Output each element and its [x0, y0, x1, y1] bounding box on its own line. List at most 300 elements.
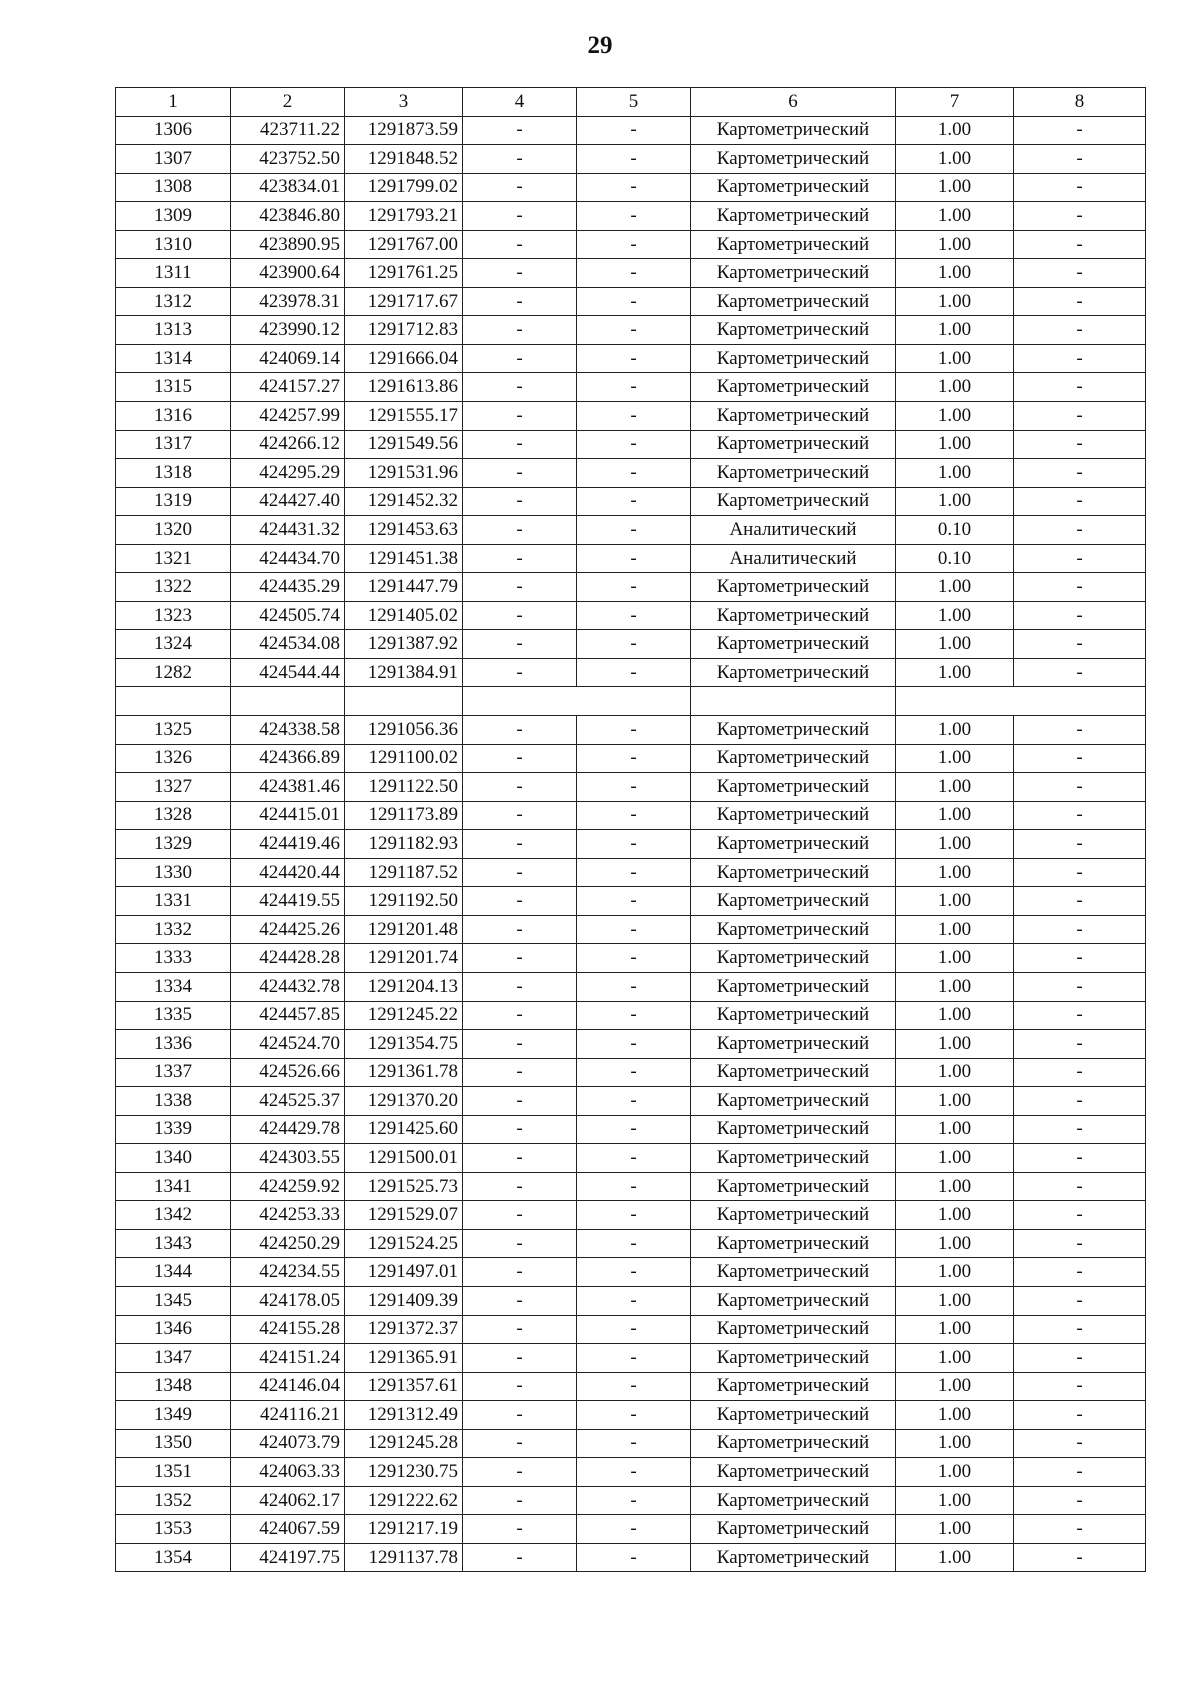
cell-col-3: 1291192.50 [345, 887, 463, 916]
cell-col-3: 1291525.73 [345, 1172, 463, 1201]
table-row [116, 972, 1146, 1001]
cell-col-4: - [463, 373, 577, 402]
header-row [116, 88, 1146, 117]
cell-col-3: 1291182.93 [345, 830, 463, 859]
cell-col-6: Картометрический [691, 1144, 896, 1173]
cell-col-6: Картометрический [691, 773, 896, 802]
cell-col-1: 1328 [116, 801, 231, 830]
cell-col-4: - [463, 259, 577, 288]
table-row [116, 1458, 1146, 1487]
cell-col-1: 1352 [116, 1486, 231, 1515]
cell-col-4: - [463, 1315, 577, 1344]
cell-col-6: Картометрический [691, 801, 896, 830]
cell-col-4: - [463, 173, 577, 202]
cell-col-8: - [1014, 287, 1146, 316]
cell-col-8: - [1014, 1144, 1146, 1173]
cell-col-6: Картометрический [691, 1458, 896, 1487]
cell-col-2: 424457.85 [231, 1001, 345, 1030]
cell-col-7: 1.00 [896, 344, 1014, 373]
cell-col-7: 1.00 [896, 658, 1014, 687]
cell-col-2: 424116.21 [231, 1401, 345, 1430]
cell-col-2: 424428.28 [231, 944, 345, 973]
cell-col-5: - [577, 1115, 691, 1144]
cell-col-2: 423834.01 [231, 173, 345, 202]
cell-col-1: 1311 [116, 259, 231, 288]
cell-col-4: - [463, 630, 577, 659]
cell-col-5: - [577, 1058, 691, 1087]
cell-col-5: - [577, 1286, 691, 1315]
cell-col-3: 1291712.83 [345, 316, 463, 345]
cell-col-1: 1342 [116, 1201, 231, 1230]
table-row [116, 573, 1146, 602]
cell-col-2: 424415.01 [231, 801, 345, 830]
table-row [116, 1429, 1146, 1458]
cell-col-5: - [577, 858, 691, 887]
cell-col-7: 1.00 [896, 145, 1014, 174]
cell-col-8: - [1014, 1087, 1146, 1116]
cell-col-1: 1332 [116, 915, 231, 944]
cell-col-1: 1327 [116, 773, 231, 802]
cell-col-3: 1291173.89 [345, 801, 463, 830]
cell-col-6: Картометрический [691, 1229, 896, 1258]
cell-col-4: - [463, 1543, 577, 1572]
cell-col-5: - [577, 316, 691, 345]
cell-col-3: 1291370.20 [345, 1087, 463, 1116]
cell-col-5: - [577, 830, 691, 859]
cell-col-6: Картометрический [691, 316, 896, 345]
cell-col-1: 1331 [116, 887, 231, 916]
table-row [116, 287, 1146, 316]
cell-col-2: 424157.27 [231, 373, 345, 402]
cell-col-6: Картометрический [691, 1201, 896, 1230]
cell-col-2: 424067.59 [231, 1515, 345, 1544]
cell-col-4: - [463, 430, 577, 459]
cell-col-6: Картометрический [691, 915, 896, 944]
table-row [116, 1172, 1146, 1201]
cell-col-2: 424178.05 [231, 1286, 345, 1315]
cell-col-1: 1314 [116, 344, 231, 373]
cell-col-6: Аналитический [691, 544, 896, 573]
cell-col-8: - [1014, 1344, 1146, 1373]
cell-col-5: - [577, 1201, 691, 1230]
cell-col-3: 1291122.50 [345, 773, 463, 802]
table-row [116, 801, 1146, 830]
cell-col-5: - [577, 373, 691, 402]
cell-col-3: 1291222.62 [345, 1486, 463, 1515]
cell-col-4: - [463, 1344, 577, 1373]
cell-col-8: - [1014, 316, 1146, 345]
cell-col-7: 1.00 [896, 430, 1014, 459]
cell-col-7: 1.00 [896, 1315, 1014, 1344]
cell-col-3: 1291230.75 [345, 1458, 463, 1487]
cell-col-2: 424427.40 [231, 487, 345, 516]
cell-col-5: - [577, 630, 691, 659]
cell-col-3: 1291100.02 [345, 744, 463, 773]
cell-col-2: 424155.28 [231, 1315, 345, 1344]
cell-col-5: - [577, 202, 691, 231]
cell-col-4: - [463, 1058, 577, 1087]
cell-col-3: 1291405.02 [345, 601, 463, 630]
cell-col-1: 1318 [116, 459, 231, 488]
cell-col-3: 1291204.13 [345, 972, 463, 1001]
table-row [116, 1515, 1146, 1544]
cell-col-4: - [463, 1429, 577, 1458]
cell-col-5: - [577, 1486, 691, 1515]
cell-col-8: - [1014, 830, 1146, 859]
cell-col-2: 424431.32 [231, 516, 345, 545]
cell-col-4: - [463, 544, 577, 573]
cell-col-7: 1.00 [896, 230, 1014, 259]
cell-col-2: 423990.12 [231, 316, 345, 345]
cell-col-8: - [1014, 1172, 1146, 1201]
cell-col-2: 424420.44 [231, 858, 345, 887]
cell-col-5: - [577, 230, 691, 259]
cell-col-4: - [463, 1401, 577, 1430]
cell-col-1: 1323 [116, 601, 231, 630]
cell-col-6: Картометрический [691, 1115, 896, 1144]
table-row [116, 487, 1146, 516]
cell-col-5: - [577, 1344, 691, 1373]
cell-col-5: - [577, 887, 691, 916]
cell-col-4: - [463, 116, 577, 145]
cell-col-1: 1320 [116, 516, 231, 545]
cell-col-5: - [577, 402, 691, 431]
table-row [116, 630, 1146, 659]
table-row [116, 1344, 1146, 1373]
header-cell-1: 1 [116, 88, 231, 117]
cell-col-4: - [463, 858, 577, 887]
cell-col-2: 423978.31 [231, 287, 345, 316]
cell-col-8: - [1014, 516, 1146, 545]
cell-col-5: - [577, 972, 691, 1001]
cell-col-3: 1291447.79 [345, 573, 463, 602]
table-row [116, 1087, 1146, 1116]
cell-col-3: 1291799.02 [345, 173, 463, 202]
cell-col-8: - [1014, 1486, 1146, 1515]
cell-col-8: - [1014, 1115, 1146, 1144]
coordinates-table [115, 87, 1146, 1572]
cell-col-7: 1.00 [896, 487, 1014, 516]
cell-col-3: 1291357.61 [345, 1372, 463, 1401]
cell-col-7: 1.00 [896, 1401, 1014, 1430]
cell-col-8: - [1014, 402, 1146, 431]
cell-col-2: 424534.08 [231, 630, 345, 659]
cell-col-6: Картометрический [691, 230, 896, 259]
cell-col-5: - [577, 658, 691, 687]
cell-col-7: 1.00 [896, 1030, 1014, 1059]
cell-col-8: - [1014, 1543, 1146, 1572]
cell-col-1: 1321 [116, 544, 231, 573]
cell-col-5: - [577, 716, 691, 745]
cell-col-7: 1.00 [896, 459, 1014, 488]
cell-col-6: Картометрический [691, 573, 896, 602]
cell-col-8: - [1014, 801, 1146, 830]
cell-col-8: - [1014, 430, 1146, 459]
cell-col-2: 424419.55 [231, 887, 345, 916]
cell-col-4: - [463, 1515, 577, 1544]
cell-col-4: - [463, 915, 577, 944]
cell-col-8: - [1014, 744, 1146, 773]
cell-col-6: Картометрический [691, 858, 896, 887]
cell-col-6: Картометрический [691, 716, 896, 745]
cell-col-6: Картометрический [691, 1172, 896, 1201]
cell-col-1: 1326 [116, 744, 231, 773]
cell-col-7: 1.00 [896, 1286, 1014, 1315]
cell-col-7: 1.00 [896, 972, 1014, 1001]
cell-col-1: 1324 [116, 630, 231, 659]
cell-col-4: - [463, 1458, 577, 1487]
cell-col-4: - [463, 744, 577, 773]
cell-col-7: 1.00 [896, 1429, 1014, 1458]
cell-col-5: - [577, 944, 691, 973]
cell-col-2: 424381.46 [231, 773, 345, 802]
cell-col-3: 1291555.17 [345, 402, 463, 431]
cell-col-3: 1291767.00 [345, 230, 463, 259]
cell-col-7: 1.00 [896, 830, 1014, 859]
cell-col-4: - [463, 1229, 577, 1258]
cell-col-1: 1282 [116, 658, 231, 687]
table-row [116, 601, 1146, 630]
cell-col-8: - [1014, 116, 1146, 145]
cell-col-4: - [463, 1001, 577, 1030]
cell-col-8: - [1014, 259, 1146, 288]
cell-col-2: 424434.70 [231, 544, 345, 573]
cell-col-5: - [577, 1001, 691, 1030]
cell-col-6: Картометрический [691, 1286, 896, 1315]
cell-col-6: Картометрический [691, 1543, 896, 1572]
table-row-separator [116, 687, 1146, 716]
cell-col-1: 1312 [116, 287, 231, 316]
cell-col-6: Картометрический [691, 1515, 896, 1544]
table-row [116, 1030, 1146, 1059]
cell-col-3: 1291217.19 [345, 1515, 463, 1544]
cell-col-8: - [1014, 858, 1146, 887]
table-row [116, 516, 1146, 545]
cell-col-3: 1291409.39 [345, 1286, 463, 1315]
cell-col-1: 1348 [116, 1372, 231, 1401]
cell-col-3: 1291365.91 [345, 1344, 463, 1373]
cell-col-6: Картометрический [691, 1001, 896, 1030]
cell-col-8: - [1014, 1058, 1146, 1087]
cell-col-3: 1291312.49 [345, 1401, 463, 1430]
table-row [116, 1229, 1146, 1258]
cell-col-1: 1346 [116, 1315, 231, 1344]
cell-col-3: 1291187.52 [345, 858, 463, 887]
cell-col-2: 424257.99 [231, 402, 345, 431]
cell-col-1: 1309 [116, 202, 231, 231]
table-row [116, 1144, 1146, 1173]
cell-col-5: - [577, 773, 691, 802]
cell-col-3: 1291497.01 [345, 1258, 463, 1287]
cell-col-6: Картометрический [691, 287, 896, 316]
cell-col-2: 424526.66 [231, 1058, 345, 1087]
cell-col-5: - [577, 544, 691, 573]
cell-col-6: Картометрический [691, 1258, 896, 1287]
cell-col-5: - [577, 1030, 691, 1059]
table-row [116, 744, 1146, 773]
cell-col-7: 0.10 [896, 544, 1014, 573]
header-cell-3: 3 [345, 88, 463, 117]
table-row [116, 1372, 1146, 1401]
cell-col-3: 1291453.63 [345, 516, 463, 545]
cell-col-6: Картометрический [691, 1401, 896, 1430]
cell-col-2: 424063.33 [231, 1458, 345, 1487]
cell-col-8: - [1014, 1030, 1146, 1059]
cell-col-2: 423752.50 [231, 145, 345, 174]
cell-col-8: - [1014, 944, 1146, 973]
cell-col-1: 1306 [116, 116, 231, 145]
cell-col-2: 424338.58 [231, 716, 345, 745]
cell-col-1: 1351 [116, 1458, 231, 1487]
cell-col-8: - [1014, 716, 1146, 745]
cell-col-5: - [577, 459, 691, 488]
table-row [116, 173, 1146, 202]
cell-col-6: Картометрический [691, 202, 896, 231]
cell-col-1: 1315 [116, 373, 231, 402]
cell-col-5: - [577, 145, 691, 174]
cell-col-2: 423846.80 [231, 202, 345, 231]
cell-col-5: - [577, 1543, 691, 1572]
cell-col-6: Картометрический [691, 1486, 896, 1515]
cell-col-1: 1313 [116, 316, 231, 345]
cell-col-5: - [577, 801, 691, 830]
table-row [116, 230, 1146, 259]
cell-col-3: 1291451.38 [345, 544, 463, 573]
cell-col-4: - [463, 402, 577, 431]
cell-col-4: - [463, 1201, 577, 1230]
table-row [116, 830, 1146, 859]
cell-col-7: 1.00 [896, 716, 1014, 745]
cell-col-8: - [1014, 1286, 1146, 1315]
cell-col-8: - [1014, 1201, 1146, 1230]
cell-col-8: - [1014, 1429, 1146, 1458]
header-cell-5: 5 [577, 88, 691, 117]
cell-col-5: - [577, 601, 691, 630]
cell-col-5: - [577, 1515, 691, 1544]
cell-col-6: Картометрический [691, 173, 896, 202]
cell-col-7: 1.00 [896, 1486, 1014, 1515]
table-row [116, 1543, 1146, 1572]
cell-col-2: 423890.95 [231, 230, 345, 259]
cell-col-3: 1291613.86 [345, 373, 463, 402]
cell-col-1: 1317 [116, 430, 231, 459]
cell-col-7: 1.00 [896, 801, 1014, 830]
cell-col-4: - [463, 202, 577, 231]
cell-col-6: Картометрический [691, 402, 896, 431]
cell-col-6: Картометрический [691, 944, 896, 973]
cell-col-7: 1.00 [896, 1201, 1014, 1230]
cell-col-7: 0.10 [896, 516, 1014, 545]
cell-col-7: 1.00 [896, 1543, 1014, 1572]
cell-col-2: 424295.29 [231, 459, 345, 488]
cell-col-2: 424525.37 [231, 1087, 345, 1116]
cell-col-6: Картометрический [691, 1030, 896, 1059]
cell-col-1: 1329 [116, 830, 231, 859]
cell-col-7: 1.00 [896, 1344, 1014, 1373]
cell-col-4: - [463, 516, 577, 545]
cell-col-8: - [1014, 202, 1146, 231]
cell-col-7: 1.00 [896, 744, 1014, 773]
header-cell-4: 4 [463, 88, 577, 117]
cell-col-2: 424234.55 [231, 1258, 345, 1287]
cell-col-1: 1322 [116, 573, 231, 602]
table-row [116, 716, 1146, 745]
cell-col-4: - [463, 459, 577, 488]
cell-col-4: - [463, 601, 577, 630]
cell-col-2: 424062.17 [231, 1486, 345, 1515]
cell-col-4: - [463, 658, 577, 687]
table-row [116, 1058, 1146, 1087]
table-row [116, 1001, 1146, 1030]
cell-col-7: 1.00 [896, 316, 1014, 345]
table-row [116, 773, 1146, 802]
cell-col-7: 1.00 [896, 1229, 1014, 1258]
cell-col-2: 424266.12 [231, 430, 345, 459]
cell-col-2: 424435.29 [231, 573, 345, 602]
cell-col-3: 1291500.01 [345, 1144, 463, 1173]
cell-col-1: 1337 [116, 1058, 231, 1087]
cell-col-5: - [577, 1458, 691, 1487]
cell-col-6: Картометрический [691, 430, 896, 459]
table-row [116, 1258, 1146, 1287]
cell-col-1: 1334 [116, 972, 231, 1001]
cell-col-3: 1291524.25 [345, 1229, 463, 1258]
cell-col-5: - [577, 287, 691, 316]
cell-col-1: 1340 [116, 1144, 231, 1173]
cell-col-1: 1336 [116, 1030, 231, 1059]
cell-col-5: - [577, 1429, 691, 1458]
cell-col-3: 1291387.92 [345, 630, 463, 659]
header-cell-8: 8 [1014, 88, 1146, 117]
cell-col-5: - [577, 1172, 691, 1201]
cell-col-2: 424425.26 [231, 915, 345, 944]
cell-col-2: 424259.92 [231, 1172, 345, 1201]
cell-col-6: Картометрический [691, 630, 896, 659]
cell-col-8: - [1014, 887, 1146, 916]
cell-col-5: - [577, 116, 691, 145]
cell-col-4: - [463, 1172, 577, 1201]
cell-col-8: - [1014, 1229, 1146, 1258]
cell-col-1: 1325 [116, 716, 231, 745]
table-row [116, 316, 1146, 345]
table-row [116, 116, 1146, 145]
cell-col-4: - [463, 1286, 577, 1315]
cell-col-5: - [577, 259, 691, 288]
cell-col-1: 1339 [116, 1115, 231, 1144]
header-cell-7: 7 [896, 88, 1014, 117]
cell-col-3: 1291873.59 [345, 116, 463, 145]
table-body [116, 88, 1146, 1572]
table-row [116, 259, 1146, 288]
cell-col-1: 1338 [116, 1087, 231, 1116]
cell-col-7: 1.00 [896, 1515, 1014, 1544]
cell-col-3: 1291056.36 [345, 716, 463, 745]
cell-col-3: 1291761.25 [345, 259, 463, 288]
cell-col-4: - [463, 1258, 577, 1287]
cell-col-4: - [463, 573, 577, 602]
cell-col-3: 1291529.07 [345, 1201, 463, 1230]
cell-col-7 [896, 687, 1014, 716]
cell-col-3 [345, 687, 463, 716]
header-cell-2: 2 [231, 88, 345, 117]
cell-col-5: - [577, 1258, 691, 1287]
cell-col-7: 1.00 [896, 915, 1014, 944]
cell-col-6: Картометрический [691, 1344, 896, 1373]
cell-col-4: - [463, 287, 577, 316]
cell-col-1: 1316 [116, 402, 231, 431]
cell-col-2: 424505.74 [231, 601, 345, 630]
cell-col-2: 424073.79 [231, 1429, 345, 1458]
